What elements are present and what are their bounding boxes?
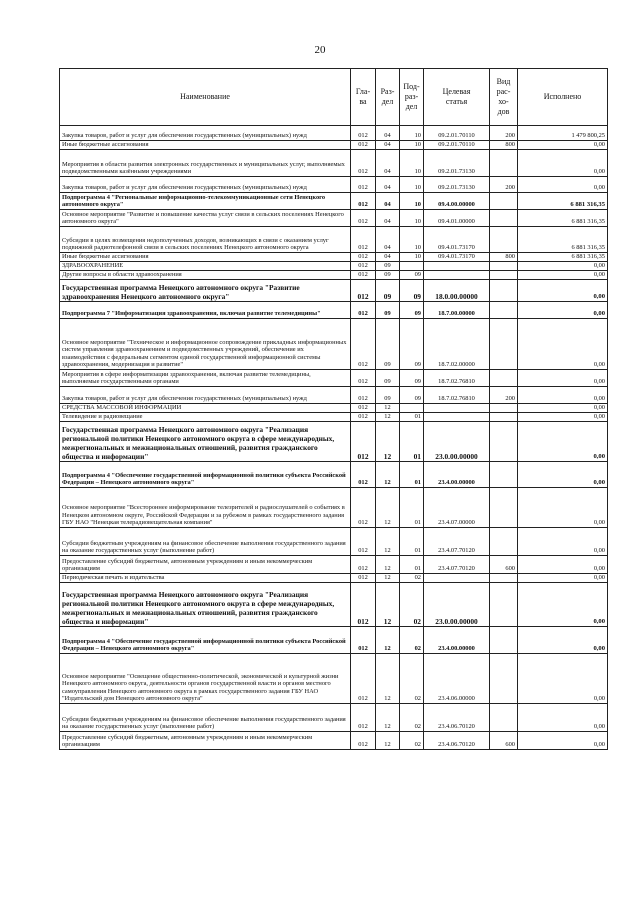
cell-target: 09.2.01.70110	[424, 126, 490, 141]
cell-name: Основное мероприятие "Техническое и информационное сопровождение прикладных информационных систем управления здравоохранением и подведомственных учреждений, обеспечение их взаимодействия с федеральным сегментом единой государственной информационной системы здравоохранения, модернизация и развитие"	[60, 319, 351, 370]
cell-podrazdel: 10	[400, 253, 424, 262]
table-row	[60, 271, 608, 280]
cell-name: Государственная программа Ненецкого автономного округа "Развитие здравоохранения Ненецкого автономного округа"	[60, 280, 351, 302]
table-row	[60, 193, 608, 210]
cell-vid	[490, 488, 518, 528]
cell-podrazdel: 09	[400, 271, 424, 280]
cell-razdel: 04	[376, 253, 400, 262]
cell-target: 09.2.01.73130	[424, 150, 490, 177]
cell-podrazdel: 02	[400, 704, 424, 732]
cell-target: 09.4.01.73170	[424, 227, 490, 253]
cell-razdel: 04	[376, 210, 400, 227]
cell-name: Государственная программа Ненецкого автономного округа "Реализация региональной политики Ненецкого автономного округа в сфере международных, межрегиональных и межнациональных отношений, развития гражданского общества и информации"	[60, 422, 351, 462]
cell-podrazdel: 02	[400, 627, 424, 654]
cell-podrazdel: 10	[400, 141, 424, 150]
cell-executed: 1 479 800,25	[518, 126, 608, 141]
cell-vid: 800	[490, 141, 518, 150]
cell-vid	[490, 413, 518, 422]
cell-executed: 0,00	[518, 150, 608, 177]
cell-executed: 0,00	[518, 556, 608, 574]
cell-name: Подпрограмма 4 "Региональные информационно-телекоммуникационные сети Ненецкого автономного округа"	[60, 193, 351, 210]
cell-razdel: 04	[376, 126, 400, 141]
cell-name: СРЕДСТВА МАССОВОЙ ИНФОРМАЦИИ	[60, 404, 351, 413]
cell-vid	[490, 319, 518, 370]
cell-vid	[490, 227, 518, 253]
cell-podrazdel: 01	[400, 556, 424, 574]
cell-razdel: 12	[376, 404, 400, 413]
table-row	[60, 422, 608, 462]
cell-executed: 0,00	[518, 732, 608, 750]
cell-glava: 012	[351, 126, 376, 141]
cell-podrazdel: 10	[400, 227, 424, 253]
cell-razdel: 09	[376, 370, 400, 387]
cell-razdel: 09	[376, 319, 400, 370]
cell-glava: 012	[351, 627, 376, 654]
table-row	[60, 583, 608, 627]
cell-name: Субсидии бюджетным учреждениям на финансовое обеспечение выполнения государственного задания на оказание государственных услуг (выполнение работ)	[60, 528, 351, 556]
cell-razdel: 12	[376, 528, 400, 556]
cell-podrazdel: 09	[400, 319, 424, 370]
cell-glava: 012	[351, 413, 376, 422]
cell-razdel: 04	[376, 177, 400, 193]
cell-executed: 0,00	[518, 319, 608, 370]
cell-name: Подпрограмма 4 "Обеспечение государственной информационной политики субъекта Российской Федерации – Ненецкого автономного округа"	[60, 627, 351, 654]
cell-executed: 0,00	[518, 387, 608, 404]
cell-razdel: 04	[376, 227, 400, 253]
cell-glava: 012	[351, 574, 376, 583]
cell-target: 23.4.00.00000	[424, 627, 490, 654]
cell-glava: 012	[351, 583, 376, 627]
cell-vid	[490, 422, 518, 462]
cell-executed: 0,00	[518, 627, 608, 654]
cell-target: 23.4.07.00000	[424, 488, 490, 528]
cell-vid	[490, 627, 518, 654]
cell-razdel: 04	[376, 141, 400, 150]
cell-name: Основное мероприятие "Всестороннее информирование телезрителей и радиослушателей о событиях в Ненецком автономном округе, Российской Федерации и за рубежом в рамках государственного задания ГБУ НАО "Ненецкая телерадиовещательная компания"	[60, 488, 351, 528]
cell-executed: 6 881 316,35	[518, 210, 608, 227]
cell-target: 18.7.00.00000	[424, 302, 490, 319]
cell-glava: 012	[351, 732, 376, 750]
cell-podrazdel: 09	[400, 280, 424, 302]
cell-executed: 0,00	[518, 583, 608, 627]
cell-razdel: 12	[376, 654, 400, 704]
cell-vid	[490, 404, 518, 413]
cell-glava: 012	[351, 177, 376, 193]
table-row	[60, 319, 608, 370]
cell-name: ЗДРАВООХРАНЕНИЕ	[60, 262, 351, 271]
cell-executed: 0,00	[518, 422, 608, 462]
cell-razdel: 12	[376, 574, 400, 583]
cell-target: 23.0.00.00000	[424, 422, 490, 462]
cell-podrazdel: 01	[400, 488, 424, 528]
cell-glava: 012	[351, 302, 376, 319]
cell-razdel: 09	[376, 387, 400, 404]
cell-razdel: 09	[376, 262, 400, 271]
cell-vid	[490, 280, 518, 302]
cell-vid	[490, 574, 518, 583]
cell-razdel: 12	[376, 422, 400, 462]
cell-name: Мероприятия в области развития электронных государственных и муниципальных услуг, выполняемых подведомственными казёнными учреждениями	[60, 150, 351, 177]
cell-executed: 0,00	[518, 413, 608, 422]
table-row	[60, 556, 608, 574]
cell-target: 18.0.00.00000	[424, 280, 490, 302]
cell-vid: 200	[490, 387, 518, 404]
column-header-podrazdel: Под- раз- дел	[400, 69, 424, 126]
cell-target: 23.4.00.00000	[424, 462, 490, 488]
cell-executed: 0,00	[518, 271, 608, 280]
cell-name: Иные бюджетные ассигнования	[60, 253, 351, 262]
cell-glava: 012	[351, 387, 376, 404]
cell-podrazdel: 10	[400, 193, 424, 210]
table-row	[60, 488, 608, 528]
table-row	[60, 302, 608, 319]
cell-podrazdel: 02	[400, 654, 424, 704]
cell-target	[424, 271, 490, 280]
cell-name: Закупка товаров, работ и услуг для обеспечения государственных (муниципальных) нужд	[60, 387, 351, 404]
table-row	[60, 387, 608, 404]
cell-vid	[490, 271, 518, 280]
cell-podrazdel: 09	[400, 370, 424, 387]
cell-target: 23.4.06.00000	[424, 654, 490, 704]
cell-executed: 0,00	[518, 488, 608, 528]
cell-vid	[490, 370, 518, 387]
cell-executed: 6 881 316,35	[518, 253, 608, 262]
cell-name: Закупка товаров, работ и услуг для обеспечения государственных (муниципальных) нужд	[60, 126, 351, 141]
cell-vid	[490, 193, 518, 210]
cell-vid	[490, 462, 518, 488]
cell-podrazdel: 01	[400, 462, 424, 488]
cell-glava: 012	[351, 227, 376, 253]
cell-podrazdel	[400, 404, 424, 413]
cell-executed: 0,00	[518, 370, 608, 387]
cell-glava: 012	[351, 319, 376, 370]
cell-podrazdel: 10	[400, 150, 424, 177]
cell-podrazdel: 09	[400, 387, 424, 404]
table-row	[60, 574, 608, 583]
cell-executed: 0,00	[518, 141, 608, 150]
cell-razdel: 12	[376, 488, 400, 528]
cell-podrazdel: 01	[400, 528, 424, 556]
cell-target: 09.4.01.73170	[424, 253, 490, 262]
table-row	[60, 177, 608, 193]
cell-target: 23.0.00.00000	[424, 583, 490, 627]
cell-target: 18.7.02.00000	[424, 319, 490, 370]
cell-vid	[490, 210, 518, 227]
cell-executed: 0,00	[518, 654, 608, 704]
budget-table	[59, 68, 608, 750]
page-number: 20	[314, 44, 326, 56]
table-body	[60, 126, 608, 750]
table-row	[60, 150, 608, 177]
cell-glava: 012	[351, 271, 376, 280]
column-header-executed: Исполнено	[518, 69, 608, 126]
cell-executed: 0,00	[518, 302, 608, 319]
cell-name: Телевидение и радиовещание	[60, 413, 351, 422]
cell-vid	[490, 704, 518, 732]
cell-glava: 012	[351, 654, 376, 704]
cell-podrazdel: 02	[400, 583, 424, 627]
table-row	[60, 462, 608, 488]
cell-name: Основное мероприятие "Освещение общественно-политической, экономической и культурной жизни Ненецкого автономного округа, деятельности органов государственной власти и органов местного самоуправления Ненецкого автономного округа в рамках государственного задания ГБУ НАО "Издательский дом Ненецкого автономного округа"	[60, 654, 351, 704]
cell-razdel: 12	[376, 704, 400, 732]
cell-glava: 012	[351, 193, 376, 210]
table-row	[60, 627, 608, 654]
table-row	[60, 370, 608, 387]
cell-razdel: 12	[376, 583, 400, 627]
cell-podrazdel: 02	[400, 574, 424, 583]
cell-target: 23.4.07.70120	[424, 556, 490, 574]
cell-podrazdel	[400, 262, 424, 271]
cell-podrazdel: 10	[400, 210, 424, 227]
table-row	[60, 654, 608, 704]
cell-vid	[490, 528, 518, 556]
cell-name: Субсидии в целях возмещения недополученных доходов, возникающих в связи с оказанием услуг подвижной радиотелефонной связи в сельских поселениях Ненецкого автономного округа	[60, 227, 351, 253]
cell-glava: 012	[351, 404, 376, 413]
cell-target: 18.7.02.76810	[424, 387, 490, 404]
cell-podrazdel: 01	[400, 413, 424, 422]
cell-target	[424, 574, 490, 583]
cell-target: 18.7.02.76810	[424, 370, 490, 387]
cell-vid: 200	[490, 126, 518, 141]
cell-target	[424, 404, 490, 413]
cell-executed: 0,00	[518, 262, 608, 271]
cell-executed: 0,00	[518, 704, 608, 732]
cell-name: Другие вопросы в области здравоохранения	[60, 271, 351, 280]
cell-vid: 600	[490, 556, 518, 574]
cell-vid	[490, 654, 518, 704]
cell-executed: 6 881 316,35	[518, 227, 608, 253]
cell-glava: 012	[351, 150, 376, 177]
cell-name: Мероприятия в сфере информатизации здравоохранения, включая развитие телемедицины, выполняемые государственными органами	[60, 370, 351, 387]
table-row	[60, 404, 608, 413]
cell-vid: 800	[490, 253, 518, 262]
cell-razdel: 12	[376, 462, 400, 488]
cell-razdel: 12	[376, 413, 400, 422]
cell-podrazdel: 10	[400, 126, 424, 141]
cell-razdel: 09	[376, 280, 400, 302]
cell-glava: 012	[351, 488, 376, 528]
cell-glava: 012	[351, 210, 376, 227]
cell-name: Периодическая печать и издательства	[60, 574, 351, 583]
table-row	[60, 126, 608, 141]
cell-target	[424, 413, 490, 422]
cell-podrazdel: 01	[400, 422, 424, 462]
cell-razdel: 04	[376, 193, 400, 210]
cell-executed: 0,00	[518, 528, 608, 556]
cell-executed: 0,00	[518, 462, 608, 488]
cell-razdel: 12	[376, 627, 400, 654]
cell-glava: 012	[351, 422, 376, 462]
cell-vid	[490, 150, 518, 177]
table-row	[60, 253, 608, 262]
cell-glava: 012	[351, 262, 376, 271]
cell-executed: 0,00	[518, 574, 608, 583]
cell-name: Предоставление субсидий бюджетным, автономным учреждениям и иным некоммерческим организациям	[60, 556, 351, 574]
cell-glava: 012	[351, 370, 376, 387]
cell-glava: 012	[351, 141, 376, 150]
cell-name: Основное мероприятие "Развитие и повышение качества услуг связи в сельских поселениях Ненецкого автономного округа"	[60, 210, 351, 227]
column-header-target: Целевая статья	[424, 69, 490, 126]
table-header-row	[60, 69, 608, 126]
cell-executed: 6 881 316,35	[518, 193, 608, 210]
column-header-razdel: Раз- дел	[376, 69, 400, 126]
cell-name: Подпрограмма 4 "Обеспечение государственной информационной политики субъекта Российской Федерации – Ненецкого автономного округа"	[60, 462, 351, 488]
table-row	[60, 262, 608, 271]
cell-podrazdel: 09	[400, 302, 424, 319]
cell-vid: 200	[490, 177, 518, 193]
table-row	[60, 704, 608, 732]
cell-glava: 012	[351, 528, 376, 556]
table-row	[60, 280, 608, 302]
cell-target: 09.2.01.70110	[424, 141, 490, 150]
cell-glava: 012	[351, 462, 376, 488]
table-row	[60, 141, 608, 150]
column-header-glava: Гла- ва	[351, 69, 376, 126]
cell-target: 09.2.01.73130	[424, 177, 490, 193]
cell-glava: 012	[351, 704, 376, 732]
cell-glava: 012	[351, 280, 376, 302]
cell-name: Иные бюджетные ассигнования	[60, 141, 351, 150]
cell-podrazdel: 02	[400, 732, 424, 750]
cell-target: 23.4.06.70120	[424, 732, 490, 750]
cell-executed: 0,00	[518, 177, 608, 193]
cell-glava: 012	[351, 556, 376, 574]
cell-glava: 012	[351, 253, 376, 262]
cell-name: Подпрограмма 7 "Информатизация здравоохранения, включая развитие телемедицины"	[60, 302, 351, 319]
table-row	[60, 528, 608, 556]
cell-executed: 0,00	[518, 280, 608, 302]
table-row	[60, 413, 608, 422]
table-row	[60, 227, 608, 253]
cell-vid	[490, 262, 518, 271]
cell-vid: 600	[490, 732, 518, 750]
cell-vid	[490, 302, 518, 319]
cell-razdel: 04	[376, 150, 400, 177]
cell-razdel: 12	[376, 556, 400, 574]
cell-target	[424, 262, 490, 271]
cell-razdel: 09	[376, 271, 400, 280]
cell-target: 09.4.00.00000	[424, 193, 490, 210]
cell-name: Закупка товаров, работ и услуг для обеспечения государственных (муниципальных) нужд	[60, 177, 351, 193]
cell-target: 23.4.07.70120	[424, 528, 490, 556]
cell-razdel: 12	[376, 732, 400, 750]
cell-razdel: 09	[376, 302, 400, 319]
cell-name: Субсидии бюджетным учреждениям на финансовое обеспечение выполнения государственного задания на оказание государственных услуг (выполнение работ)	[60, 704, 351, 732]
cell-executed: 0,00	[518, 404, 608, 413]
cell-name: Государственная программа Ненецкого автономного округа "Реализация региональной политики Ненецкого автономного округа в сфере международных, межрегиональных и межнациональных отношений, развития гражданского общества и информации"	[60, 583, 351, 627]
table-row	[60, 732, 608, 750]
column-header-name: Наименование	[60, 69, 351, 126]
cell-target: 23.4.06.70120	[424, 704, 490, 732]
cell-vid	[490, 583, 518, 627]
column-header-vid: Вид рас- хо- дов	[490, 69, 518, 126]
cell-podrazdel: 10	[400, 177, 424, 193]
cell-name: Предоставление субсидий бюджетным, автономным учреждениям и иным некоммерческим организациям	[60, 732, 351, 750]
table-row	[60, 210, 608, 227]
cell-target: 09.4.01.00000	[424, 210, 490, 227]
